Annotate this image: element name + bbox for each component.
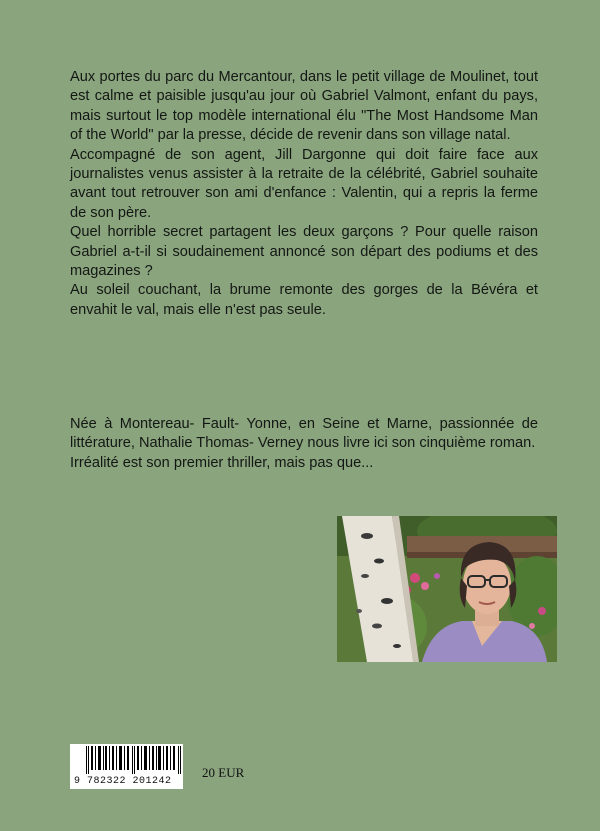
isbn-digits: 9 782322 201242 <box>74 776 172 787</box>
barcode-bars <box>86 746 181 774</box>
synopsis-paragraph: Aux portes du parc du Mercantour, dans le petit village de Moulinet, tout est calme et paisible jusqu'au jour où Gabriel Valmont, enfant du pays, mais surtout le top modèle international élu "The Most Handsome Man of the World" par la presse, décide de revenir dans son village natal. <box>70 69 538 144</box>
bio-paragraph: Irréalité est son premier thriller, mais pas que... <box>70 454 374 471</box>
synopsis-paragraph: Accompagné de son agent, Jill Dargonne qui doit faire face aux journalistes venus assister à la retraite de la célébrité, Gabriel souhaite avant tout retrouver son ami d'enfance : Valentin, qui a repris la ferme de son père. <box>70 146 538 221</box>
back-cover-synopsis <box>70 68 538 320</box>
bio-paragraph: Née à Montereau- Fault- Yonne, en Seine et Marne, passionnée de littérature, Nathalie Thomas- Verney nous livre ici son cinquième roman. <box>70 416 538 452</box>
author-photo <box>337 516 557 662</box>
price-label: 20 EUR <box>202 765 245 780</box>
synopsis-paragraph: Quel horrible secret partagent les deux garçons ? Pour quelle raison Gabriel a-t-il si soudainement annoncé son départ des podiums et des magazines ? <box>70 224 538 280</box>
author-portrait-image <box>337 516 557 662</box>
author-bio <box>70 415 538 473</box>
isbn-barcode <box>70 744 183 789</box>
synopsis-paragraph: Au soleil couchant, la brume remonte des gorges de la Bévéra et envahit le val, mais elle n'est pas seule. <box>70 282 538 318</box>
